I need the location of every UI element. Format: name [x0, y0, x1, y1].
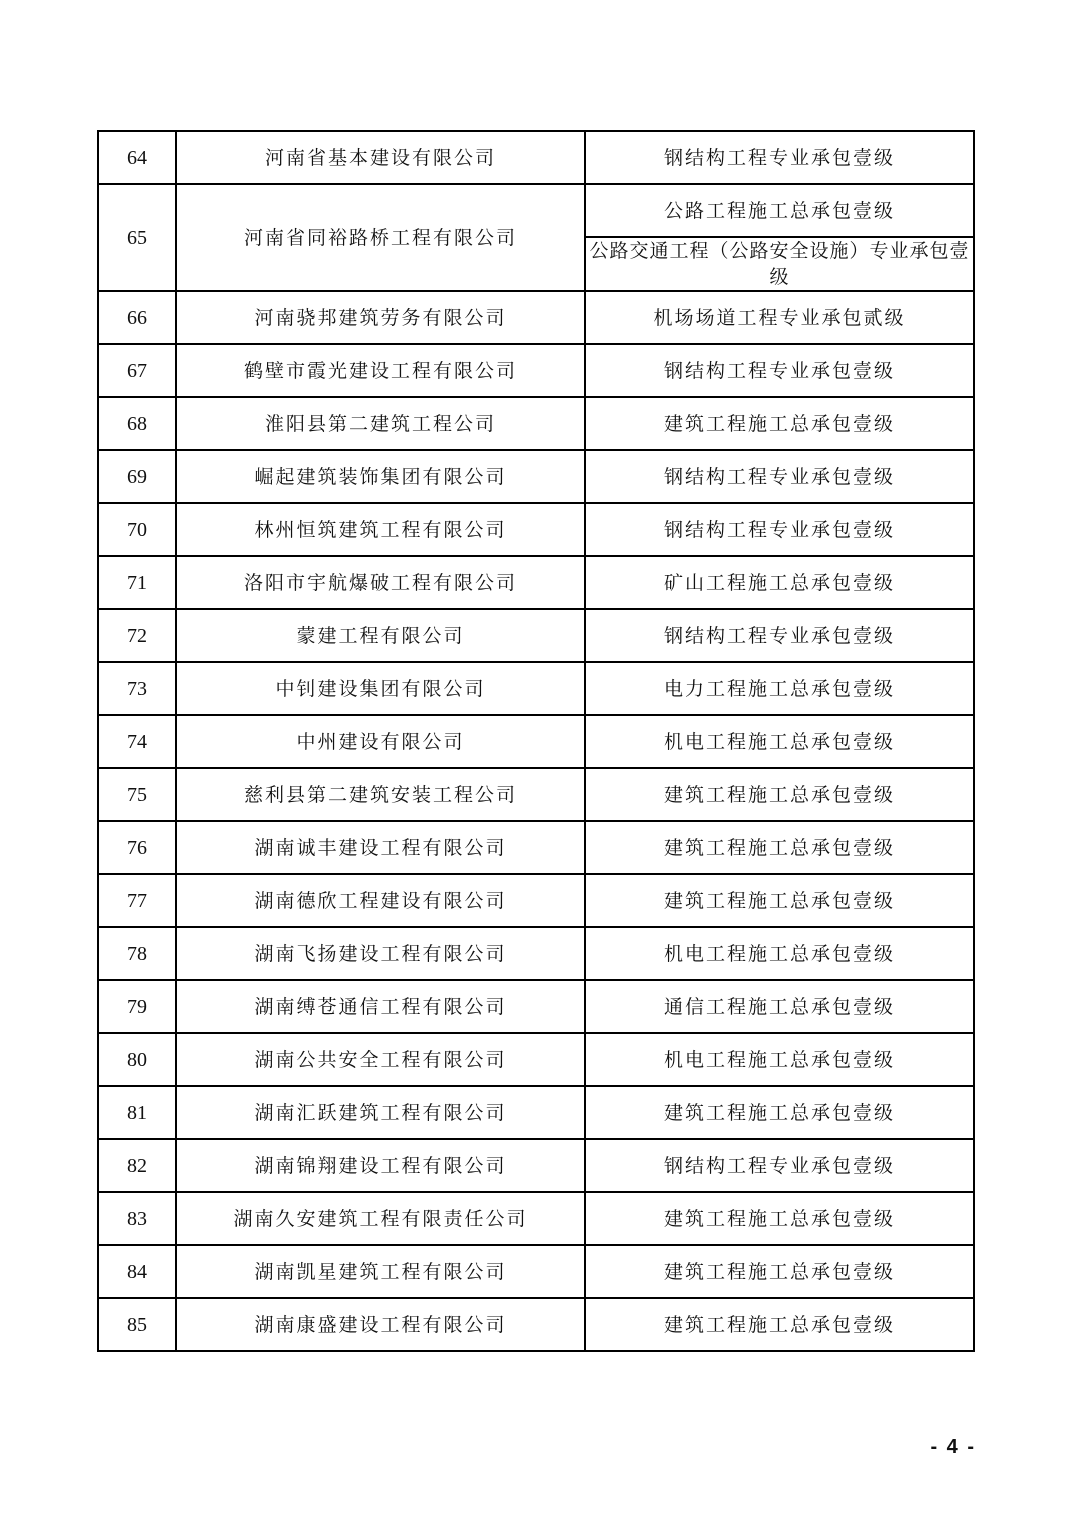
row-number: 71	[98, 556, 176, 609]
qualification: 钢结构工程专业承包壹级	[585, 344, 974, 397]
row-number: 85	[98, 1298, 176, 1351]
table-row	[98, 131, 974, 184]
table-row	[98, 1298, 974, 1351]
table-row	[98, 1086, 974, 1139]
qualification: 机电工程施工总承包壹级	[585, 1033, 974, 1086]
table-row	[98, 184, 974, 237]
row-number: 82	[98, 1139, 176, 1192]
qualification: 建筑工程施工总承包壹级	[585, 1298, 974, 1351]
row-number: 77	[98, 874, 176, 927]
qualification: 钢结构工程专业承包壹级	[585, 131, 974, 184]
company-name: 湖南锦翔建设工程有限公司	[176, 1139, 585, 1192]
row-number: 83	[98, 1192, 176, 1245]
table-row	[98, 609, 974, 662]
row-number: 79	[98, 980, 176, 1033]
qualification: 矿山工程施工总承包壹级	[585, 556, 974, 609]
table-row	[98, 556, 974, 609]
qualification: 机电工程施工总承包壹级	[585, 715, 974, 768]
qualification: 钢结构工程专业承包壹级	[585, 1139, 974, 1192]
table-row	[98, 397, 974, 450]
row-number: 81	[98, 1086, 176, 1139]
qualification: 电力工程施工总承包壹级	[585, 662, 974, 715]
company-name: 林州恒筑建筑工程有限公司	[176, 503, 585, 556]
table-row	[98, 980, 974, 1033]
company-name: 河南省基本建设有限公司	[176, 131, 585, 184]
table-row	[98, 291, 974, 344]
row-number: 78	[98, 927, 176, 980]
row-number: 64	[98, 131, 176, 184]
table-row	[98, 1192, 974, 1245]
row-number: 84	[98, 1245, 176, 1298]
company-name: 河南省同裕路桥工程有限公司	[176, 184, 585, 291]
qualification-table-body	[98, 131, 974, 1351]
table-row	[98, 1139, 974, 1192]
row-number: 66	[98, 291, 176, 344]
company-name: 湖南公共安全工程有限公司	[176, 1033, 585, 1086]
table-row	[98, 344, 974, 397]
company-name: 河南骁邦建筑劳务有限公司	[176, 291, 585, 344]
page-number: - 4 -	[930, 1436, 976, 1458]
row-number: 69	[98, 450, 176, 503]
table-row	[98, 927, 974, 980]
company-name: 中钊建设集团有限公司	[176, 662, 585, 715]
qualification: 建筑工程施工总承包壹级	[585, 821, 974, 874]
company-name: 湖南凯星建筑工程有限公司	[176, 1245, 585, 1298]
qualification: 机电工程施工总承包壹级	[585, 927, 974, 980]
qualification: 公路工程施工总承包壹级	[585, 184, 974, 237]
table-row	[98, 821, 974, 874]
company-name: 崛起建筑装饰集团有限公司	[176, 450, 585, 503]
row-number: 80	[98, 1033, 176, 1086]
qualification: 钢结构工程专业承包壹级	[585, 609, 974, 662]
qualification: 建筑工程施工总承包壹级	[585, 874, 974, 927]
company-name: 湖南久安建筑工程有限责任公司	[176, 1192, 585, 1245]
company-name: 慈利县第二建筑安装工程公司	[176, 768, 585, 821]
qualification: 钢结构工程专业承包壹级	[585, 450, 974, 503]
qualification: 机场场道工程专业承包贰级	[585, 291, 974, 344]
row-number: 74	[98, 715, 176, 768]
company-name: 湖南德欣工程建设有限公司	[176, 874, 585, 927]
qualification: 建筑工程施工总承包壹级	[585, 1192, 974, 1245]
company-name: 湖南汇跃建筑工程有限公司	[176, 1086, 585, 1139]
row-number: 65	[98, 184, 176, 291]
company-name: 鹤壁市霞光建设工程有限公司	[176, 344, 585, 397]
company-name: 湖南康盛建设工程有限公司	[176, 1298, 585, 1351]
company-name: 湖南缚苍通信工程有限公司	[176, 980, 585, 1033]
qualification: 公路交通工程（公路安全设施）专业承包壹级	[585, 237, 974, 291]
table-row	[98, 874, 974, 927]
company-name: 湖南诚丰建设工程有限公司	[176, 821, 585, 874]
qualification: 建筑工程施工总承包壹级	[585, 768, 974, 821]
qualification: 钢结构工程专业承包壹级	[585, 503, 974, 556]
qualification: 建筑工程施工总承包壹级	[585, 397, 974, 450]
company-name: 蒙建工程有限公司	[176, 609, 585, 662]
table-row	[98, 503, 974, 556]
company-name: 淮阳县第二建筑工程公司	[176, 397, 585, 450]
qualification-table	[97, 130, 975, 1352]
table-row	[98, 1033, 974, 1086]
table-row	[98, 1245, 974, 1298]
table-row	[98, 662, 974, 715]
qualification: 通信工程施工总承包壹级	[585, 980, 974, 1033]
row-number: 72	[98, 609, 176, 662]
row-number: 73	[98, 662, 176, 715]
row-number: 76	[98, 821, 176, 874]
table-row	[98, 450, 974, 503]
table-row	[98, 715, 974, 768]
qualification: 建筑工程施工总承包壹级	[585, 1086, 974, 1139]
company-name: 中州建设有限公司	[176, 715, 585, 768]
qualification: 建筑工程施工总承包壹级	[585, 1245, 974, 1298]
row-number: 75	[98, 768, 176, 821]
row-number: 68	[98, 397, 176, 450]
table-row	[98, 768, 974, 821]
company-name: 湖南飞扬建设工程有限公司	[176, 927, 585, 980]
row-number: 70	[98, 503, 176, 556]
row-number: 67	[98, 344, 176, 397]
company-name: 洛阳市宇航爆破工程有限公司	[176, 556, 585, 609]
